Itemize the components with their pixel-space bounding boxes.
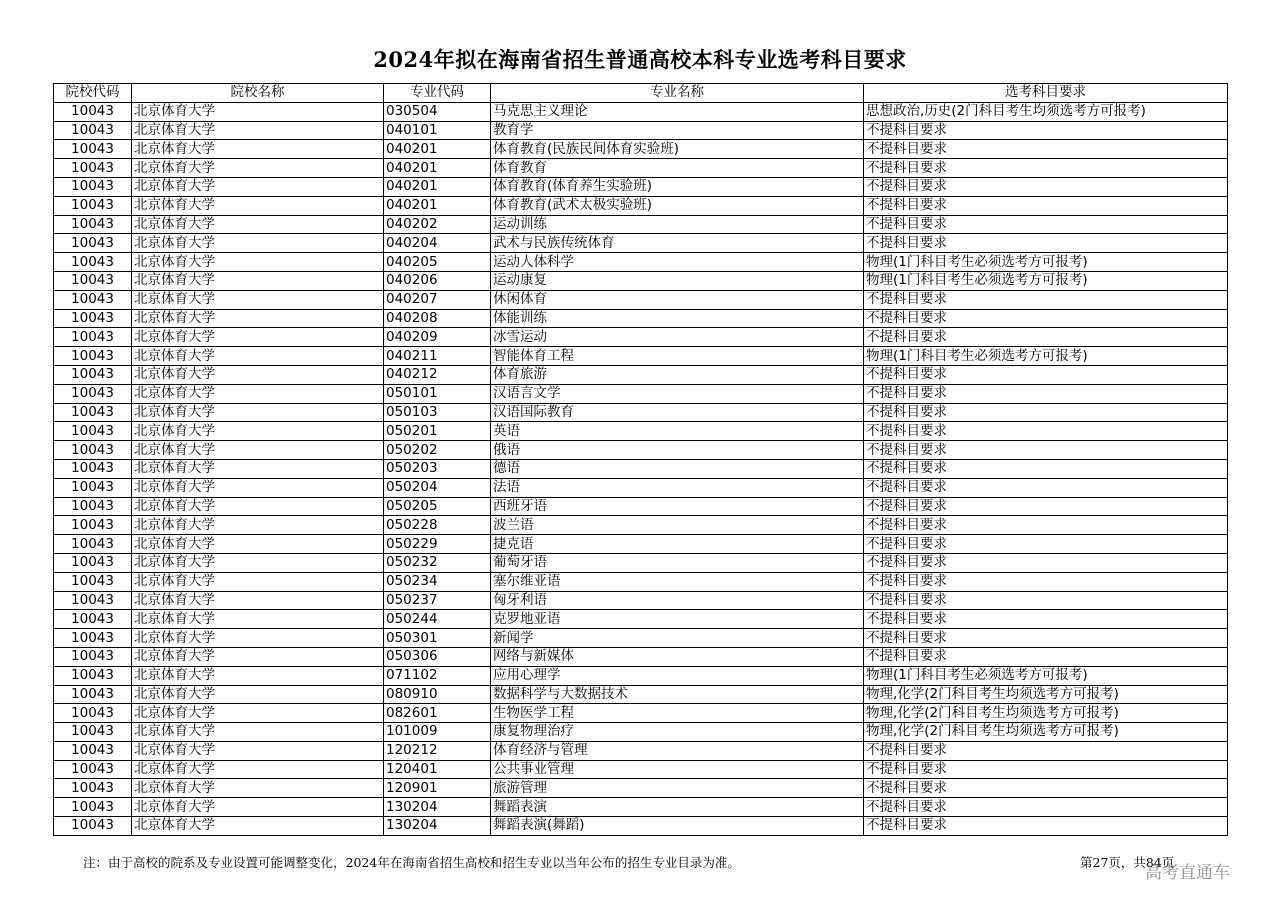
- major-name-cell: 体育教育: [491, 159, 864, 178]
- major-code-cell: 030504: [384, 102, 491, 121]
- major-code-cell: 120901: [384, 779, 491, 798]
- table-row: [54, 422, 1228, 441]
- major-name-cell: 旅游管理: [491, 779, 864, 798]
- major-name-cell: 公共事业管理: [491, 760, 864, 779]
- school-code-cell: 10043: [54, 177, 132, 196]
- requirement-cell: 不提科目要求: [864, 647, 1228, 666]
- table-row: [54, 290, 1228, 309]
- table-row: [54, 384, 1228, 403]
- school-code-cell: 10043: [54, 328, 132, 347]
- major-name-cell: 德语: [491, 459, 864, 478]
- table-row: [54, 591, 1228, 610]
- requirement-cell: 不提科目要求: [864, 572, 1228, 591]
- table-row: [54, 760, 1228, 779]
- major-name-cell: 体育教育(民族民间体育实验班): [491, 140, 864, 159]
- table-row: [54, 271, 1228, 290]
- major-code-cell: 040208: [384, 309, 491, 328]
- table-row: [54, 140, 1228, 159]
- school-name-cell: 北京体育大学: [132, 121, 384, 140]
- header-subject-requirement: 选考科目要求: [864, 84, 1228, 103]
- table-row: [54, 629, 1228, 648]
- table-row: [54, 347, 1228, 366]
- school-code-cell: 10043: [54, 365, 132, 384]
- requirement-cell: 不提科目要求: [864, 779, 1228, 798]
- school-name-cell: 北京体育大学: [132, 666, 384, 685]
- major-code-cell: 050201: [384, 422, 491, 441]
- major-name-cell: 匈牙利语: [491, 591, 864, 610]
- school-code-cell: 10043: [54, 403, 132, 422]
- school-code-cell: 10043: [54, 497, 132, 516]
- major-name-cell: 体能训练: [491, 309, 864, 328]
- major-code-cell: 040205: [384, 253, 491, 272]
- requirement-cell: 不提科目要求: [864, 140, 1228, 159]
- footer-note: 注：由于高校的院系及专业设置可能调整变化，2024年在海南省招生高校和招生专业以当年公布的招生专业目录为准。: [83, 855, 740, 870]
- major-code-cell: 040209: [384, 328, 491, 347]
- major-name-cell: 塞尔维亚语: [491, 572, 864, 591]
- school-code-cell: 10043: [54, 760, 132, 779]
- major-name-cell: 休闲体育: [491, 290, 864, 309]
- major-code-cell: 050237: [384, 591, 491, 610]
- table-row: [54, 572, 1228, 591]
- table-row: [54, 196, 1228, 215]
- school-code-cell: 10043: [54, 798, 132, 817]
- major-code-cell: 101009: [384, 723, 491, 742]
- school-name-cell: 北京体育大学: [132, 309, 384, 328]
- table-row: [54, 798, 1228, 817]
- table-row: [54, 403, 1228, 422]
- table-row: [54, 478, 1228, 497]
- school-code-cell: 10043: [54, 422, 132, 441]
- header-school-name: 院校名称: [132, 84, 384, 103]
- table-row: [54, 121, 1228, 140]
- major-name-cell: 武术与民族传统体育: [491, 234, 864, 253]
- school-name-cell: 北京体育大学: [132, 478, 384, 497]
- school-code-cell: 10043: [54, 140, 132, 159]
- major-code-cell: 040211: [384, 347, 491, 366]
- major-code-cell: 040202: [384, 215, 491, 234]
- major-name-cell: 数据科学与大数据技术: [491, 685, 864, 704]
- table-row: [54, 516, 1228, 535]
- major-name-cell: 马克思主义理论: [491, 102, 864, 121]
- school-code-cell: 10043: [54, 196, 132, 215]
- requirement-cell: 不提科目要求: [864, 629, 1228, 648]
- major-code-cell: 050202: [384, 441, 491, 460]
- requirement-cell: 不提科目要求: [864, 478, 1228, 497]
- requirement-cell: 不提科目要求: [864, 459, 1228, 478]
- table-row: [54, 647, 1228, 666]
- page-number: 第27页，共84页: [1080, 855, 1175, 870]
- school-code-cell: 10043: [54, 817, 132, 836]
- table-row: [54, 441, 1228, 460]
- major-name-cell: 汉语言文学: [491, 384, 864, 403]
- table-row: [54, 102, 1228, 121]
- table-header-row: [54, 84, 1228, 103]
- school-code-cell: 10043: [54, 441, 132, 460]
- major-code-cell: 050232: [384, 553, 491, 572]
- school-name-cell: 北京体育大学: [132, 535, 384, 554]
- major-name-cell: 法语: [491, 478, 864, 497]
- major-code-cell: 050101: [384, 384, 491, 403]
- school-name-cell: 北京体育大学: [132, 140, 384, 159]
- major-code-cell: 050203: [384, 459, 491, 478]
- major-name-cell: 运动训练: [491, 215, 864, 234]
- school-code-cell: 10043: [54, 535, 132, 554]
- major-code-cell: 040207: [384, 290, 491, 309]
- major-name-cell: 智能体育工程: [491, 347, 864, 366]
- school-code-cell: 10043: [54, 553, 132, 572]
- school-code-cell: 10043: [54, 253, 132, 272]
- requirement-cell: 不提科目要求: [864, 422, 1228, 441]
- major-name-cell: 舞蹈表演: [491, 798, 864, 817]
- major-name-cell: 体育经济与管理: [491, 741, 864, 760]
- major-code-cell: 050103: [384, 403, 491, 422]
- major-code-cell: 040201: [384, 159, 491, 178]
- school-code-cell: 10043: [54, 629, 132, 648]
- major-name-cell: 西班牙语: [491, 497, 864, 516]
- school-code-cell: 10043: [54, 666, 132, 685]
- major-code-cell: 050229: [384, 535, 491, 554]
- requirement-cell: 不提科目要求: [864, 290, 1228, 309]
- school-name-cell: 北京体育大学: [132, 290, 384, 309]
- school-code-cell: 10043: [54, 347, 132, 366]
- school-code-cell: 10043: [54, 271, 132, 290]
- requirement-cell: 不提科目要求: [864, 516, 1228, 535]
- school-name-cell: 北京体育大学: [132, 760, 384, 779]
- school-name-cell: 北京体育大学: [132, 102, 384, 121]
- table-row: [54, 817, 1228, 836]
- table-row: [54, 497, 1228, 516]
- requirement-cell: 不提科目要求: [864, 798, 1228, 817]
- major-name-cell: 捷克语: [491, 535, 864, 554]
- school-name-cell: 北京体育大学: [132, 647, 384, 666]
- major-name-cell: 俄语: [491, 441, 864, 460]
- school-name-cell: 北京体育大学: [132, 196, 384, 215]
- requirement-cell: 物理(1门科目考生必须选考方可报考): [864, 347, 1228, 366]
- major-name-cell: 体育教育(武术太极实验班): [491, 196, 864, 215]
- table-row: [54, 177, 1228, 196]
- major-name-cell: 体育旅游: [491, 365, 864, 384]
- major-name-cell: 葡萄牙语: [491, 553, 864, 572]
- major-code-cell: 080910: [384, 685, 491, 704]
- requirement-cell: 物理,化学(2门科目考生均须选考方可报考): [864, 723, 1228, 742]
- school-code-cell: 10043: [54, 121, 132, 140]
- header-major-name: 专业名称: [491, 84, 864, 103]
- school-name-cell: 北京体育大学: [132, 572, 384, 591]
- requirement-cell: 不提科目要求: [864, 365, 1228, 384]
- requirement-cell: 不提科目要求: [864, 234, 1228, 253]
- table-row: [54, 685, 1228, 704]
- school-name-cell: 北京体育大学: [132, 779, 384, 798]
- table-row: [54, 159, 1228, 178]
- major-name-cell: 运动康复: [491, 271, 864, 290]
- school-name-cell: 北京体育大学: [132, 723, 384, 742]
- school-name-cell: 北京体育大学: [132, 403, 384, 422]
- school-name-cell: 北京体育大学: [132, 798, 384, 817]
- table-row: [54, 309, 1228, 328]
- requirement-cell: 不提科目要求: [864, 553, 1228, 572]
- school-code-cell: 10043: [54, 459, 132, 478]
- school-code-cell: 10043: [54, 215, 132, 234]
- major-code-cell: 050234: [384, 572, 491, 591]
- major-code-cell: 040204: [384, 234, 491, 253]
- school-name-cell: 北京体育大学: [132, 817, 384, 836]
- table-row: [54, 666, 1228, 685]
- school-name-cell: 北京体育大学: [132, 253, 384, 272]
- school-name-cell: 北京体育大学: [132, 441, 384, 460]
- major-name-cell: 英语: [491, 422, 864, 441]
- table-row: [54, 365, 1228, 384]
- table-row: [54, 253, 1228, 272]
- school-code-cell: 10043: [54, 572, 132, 591]
- school-name-cell: 北京体育大学: [132, 629, 384, 648]
- school-name-cell: 北京体育大学: [132, 328, 384, 347]
- school-name-cell: 北京体育大学: [132, 234, 384, 253]
- requirement-cell: 不提科目要求: [864, 121, 1228, 140]
- school-code-cell: 10043: [54, 779, 132, 798]
- school-name-cell: 北京体育大学: [132, 516, 384, 535]
- table-row: [54, 704, 1228, 723]
- requirement-cell: 不提科目要求: [864, 215, 1228, 234]
- school-name-cell: 北京体育大学: [132, 497, 384, 516]
- table-row: [54, 610, 1228, 629]
- table-row: [54, 535, 1228, 554]
- major-code-cell: 040212: [384, 365, 491, 384]
- school-name-cell: 北京体育大学: [132, 215, 384, 234]
- school-name-cell: 北京体育大学: [132, 553, 384, 572]
- requirement-cell: 不提科目要求: [864, 817, 1228, 836]
- major-code-cell: 050306: [384, 647, 491, 666]
- major-name-cell: 新闻学: [491, 629, 864, 648]
- major-name-cell: 波兰语: [491, 516, 864, 535]
- requirement-cell: 不提科目要求: [864, 384, 1228, 403]
- school-name-cell: 北京体育大学: [132, 610, 384, 629]
- school-code-cell: 10043: [54, 704, 132, 723]
- school-name-cell: 北京体育大学: [132, 271, 384, 290]
- major-code-cell: 050228: [384, 516, 491, 535]
- table-row: [54, 459, 1228, 478]
- major-name-cell: 康复物理治疗: [491, 723, 864, 742]
- table-row: [54, 328, 1228, 347]
- header-school-code: 院校代码: [54, 84, 132, 103]
- school-code-cell: 10043: [54, 741, 132, 760]
- school-name-cell: 北京体育大学: [132, 422, 384, 441]
- major-code-cell: 120212: [384, 741, 491, 760]
- school-code-cell: 10043: [54, 159, 132, 178]
- requirement-cell: 不提科目要求: [864, 741, 1228, 760]
- school-code-cell: 10043: [54, 647, 132, 666]
- school-code-cell: 10043: [54, 591, 132, 610]
- school-code-cell: 10043: [54, 102, 132, 121]
- school-code-cell: 10043: [54, 290, 132, 309]
- major-code-cell: 040101: [384, 121, 491, 140]
- major-code-cell: 071102: [384, 666, 491, 685]
- major-code-cell: 130204: [384, 817, 491, 836]
- requirement-cell: 不提科目要求: [864, 441, 1228, 460]
- school-name-cell: 北京体育大学: [132, 159, 384, 178]
- school-code-cell: 10043: [54, 478, 132, 497]
- major-code-cell: 130204: [384, 798, 491, 817]
- table-row: [54, 215, 1228, 234]
- requirement-cell: 不提科目要求: [864, 196, 1228, 215]
- requirement-cell: 不提科目要求: [864, 177, 1228, 196]
- major-code-cell: 082601: [384, 704, 491, 723]
- table-row: [54, 779, 1228, 798]
- table-row: [54, 553, 1228, 572]
- requirement-cell: 不提科目要求: [864, 591, 1228, 610]
- major-code-cell: 050204: [384, 478, 491, 497]
- watermark: 高考直通车: [1145, 863, 1230, 883]
- school-name-cell: 北京体育大学: [132, 704, 384, 723]
- page-title: 2024年拟在海南省招生普通高校本科专业选考科目要求: [373, 47, 907, 72]
- school-name-cell: 北京体育大学: [132, 685, 384, 704]
- table-row: [54, 234, 1228, 253]
- requirement-cell: 不提科目要求: [864, 328, 1228, 347]
- school-code-cell: 10043: [54, 309, 132, 328]
- school-name-cell: 北京体育大学: [132, 365, 384, 384]
- major-code-cell: 040201: [384, 196, 491, 215]
- school-name-cell: 北京体育大学: [132, 459, 384, 478]
- major-name-cell: 汉语国际教育: [491, 403, 864, 422]
- major-code-cell: 050244: [384, 610, 491, 629]
- major-name-cell: 运动人体科学: [491, 253, 864, 272]
- requirement-cell: 不提科目要求: [864, 535, 1228, 554]
- table-row: [54, 741, 1228, 760]
- school-code-cell: 10043: [54, 516, 132, 535]
- school-name-cell: 北京体育大学: [132, 591, 384, 610]
- school-code-cell: 10043: [54, 723, 132, 742]
- major-name-cell: 体育教育(体育养生实验班): [491, 177, 864, 196]
- major-name-cell: 生物医学工程: [491, 704, 864, 723]
- requirement-cell: 物理(1门科目考生必须选考方可报考): [864, 666, 1228, 685]
- requirement-cell: 不提科目要求: [864, 610, 1228, 629]
- major-code-cell: 040206: [384, 271, 491, 290]
- major-code-cell: 050205: [384, 497, 491, 516]
- major-name-cell: 应用心理学: [491, 666, 864, 685]
- requirement-cell: 不提科目要求: [864, 760, 1228, 779]
- school-name-cell: 北京体育大学: [132, 384, 384, 403]
- major-name-cell: 网络与新媒体: [491, 647, 864, 666]
- requirement-cell: 物理(1门科目考生必须选考方可报考): [864, 271, 1228, 290]
- school-code-cell: 10043: [54, 234, 132, 253]
- major-name-cell: 克罗地亚语: [491, 610, 864, 629]
- major-name-cell: 冰雪运动: [491, 328, 864, 347]
- school-name-cell: 北京体育大学: [132, 177, 384, 196]
- requirement-cell: 物理,化学(2门科目考生均须选考方可报考): [864, 685, 1228, 704]
- table-row: [54, 723, 1228, 742]
- major-code-cell: 040201: [384, 140, 491, 159]
- requirement-cell: 物理(1门科目考生必须选考方可报考): [864, 253, 1228, 272]
- major-code-cell: 120401: [384, 760, 491, 779]
- school-name-cell: 北京体育大学: [132, 741, 384, 760]
- requirement-cell: 不提科目要求: [864, 497, 1228, 516]
- school-name-cell: 北京体育大学: [132, 347, 384, 366]
- school-code-cell: 10043: [54, 384, 132, 403]
- major-name-cell: 舞蹈表演(舞蹈): [491, 817, 864, 836]
- requirement-cell: 不提科目要求: [864, 403, 1228, 422]
- major-code-cell: 040201: [384, 177, 491, 196]
- school-code-cell: 10043: [54, 685, 132, 704]
- header-major-code: 专业代码: [384, 84, 491, 103]
- major-name-cell: 教育学: [491, 121, 864, 140]
- school-code-cell: 10043: [54, 610, 132, 629]
- table-body: [54, 102, 1228, 835]
- major-code-cell: 050301: [384, 629, 491, 648]
- requirement-cell: 思想政治,历史(2门科目考生均须选考方可报考): [864, 102, 1228, 121]
- requirement-cell: 不提科目要求: [864, 159, 1228, 178]
- requirement-cell: 物理,化学(2门科目考生均须选考方可报考): [864, 704, 1228, 723]
- subject-requirements-table: [53, 83, 1228, 836]
- requirement-cell: 不提科目要求: [864, 309, 1228, 328]
